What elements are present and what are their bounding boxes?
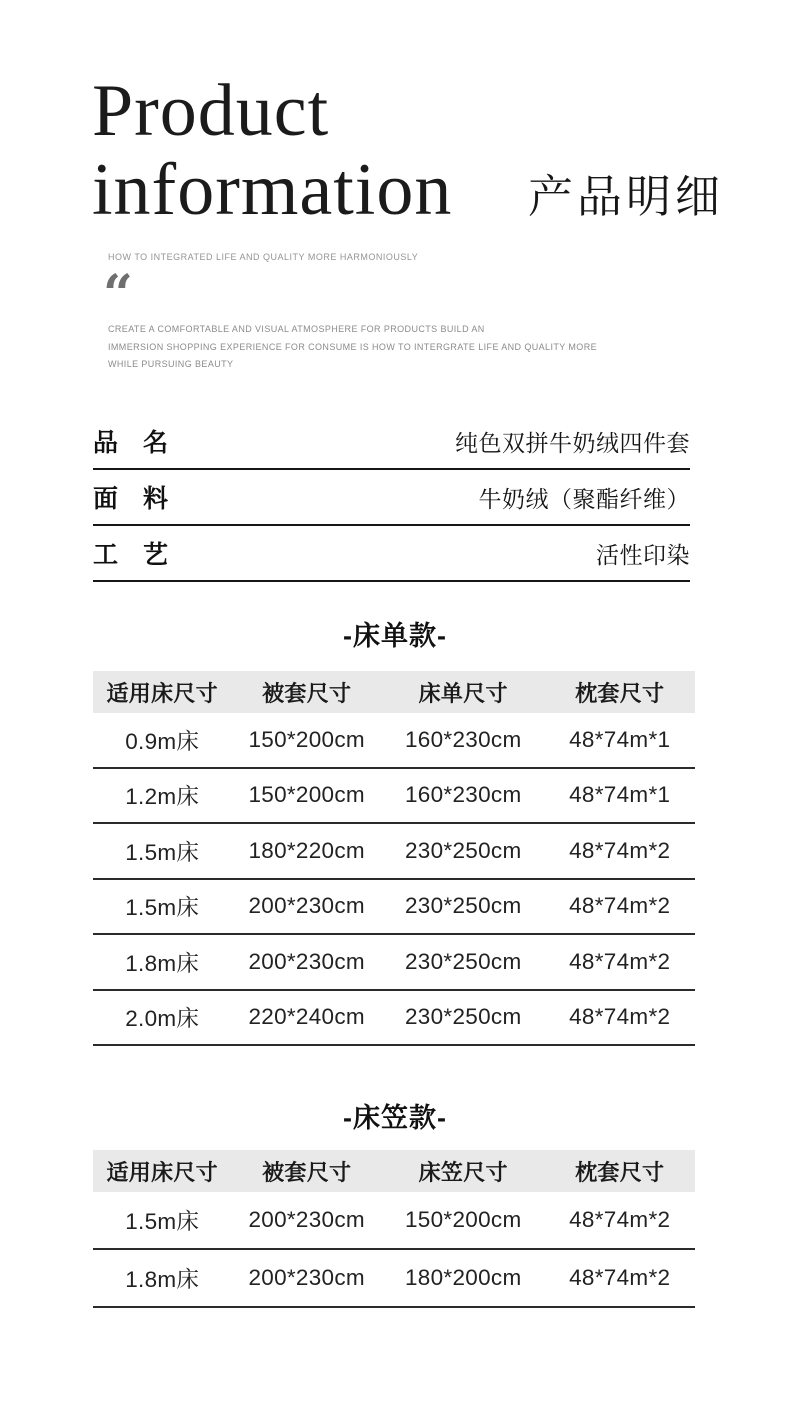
spec-value: 活性印染 [596,541,690,568]
table-cell: 1.5m床 [125,839,200,865]
table-cell: 1.2m床 [125,784,200,810]
table-cell: 150*200cm [404,1207,522,1232]
spec-row-fabric [93,470,690,526]
table-cell: 48*74m*2 [569,1004,671,1030]
spec-row-craft [93,526,690,582]
column-header: 被套尺寸 [262,1159,352,1185]
table-cell: 1.5m床 [125,1209,200,1234]
tagline-text: HOW TO INTEGRATED LIFE AND QUALITY MORE HARMONIOUSLY [108,252,419,262]
spec-value: 纯色双拼牛奶绒四件套 [455,429,690,456]
table-cell: 230*250cm [404,893,522,919]
table-row [93,1192,695,1250]
table-cell: 220*240cm [248,1004,365,1030]
table-cell: 48*74m*2 [569,1265,671,1290]
spec-row-product-name [93,414,690,470]
table-cell: 0.9m床 [125,728,200,754]
table-cell: 48*74m*1 [569,726,671,752]
quote-icon: “ [103,264,133,325]
table-header-row [93,671,695,713]
table-row [93,991,695,1047]
spec-list [93,414,690,582]
column-header: 枕套尺寸 [575,1159,665,1185]
table-cell: 48*74m*2 [569,893,671,919]
column-header: 适用床尺寸 [106,680,218,706]
table-row [93,935,695,991]
table-cell: 180*200cm [404,1265,522,1290]
table-row [93,769,695,825]
table-cell: 160*230cm [404,782,522,808]
table-cell: 48*74m*2 [569,837,671,863]
quote-line: IMMERSION SHOPPING EXPERIENCE FOR CONSUME IS HOW TO INTERGRATE LIFE AND QUALITY MORE [108,341,597,352]
table-cell: 1.8m床 [125,1267,200,1292]
quote-line: CREATE A COMFORTABLE AND VISUAL ATMOSPHERE FOR PRODUCTS BUILD AN [108,324,485,334]
section-title-sheet-style: -床单款- [343,621,447,651]
table-row [93,1250,695,1308]
table-cell: 48*74m*2 [569,1207,671,1232]
table-cell: 48*74m*1 [569,782,671,808]
table-cell: 2.0m床 [125,1006,200,1032]
table-cell: 150*200cm [248,782,365,808]
column-header: 枕套尺寸 [575,680,665,706]
table-cell: 200*230cm [248,893,365,919]
table-cell: 200*230cm [248,1265,365,1290]
column-header: 床笠尺寸 [418,1159,508,1185]
spec-label: 工 艺 [93,541,169,569]
table-cell: 200*230cm [248,948,365,974]
column-header: 床单尺寸 [418,680,508,706]
column-header: 适用床尺寸 [106,1159,218,1185]
page-title-en [92,72,452,230]
page-title-line1: Product [92,70,330,152]
quote-paragraph [108,321,597,374]
spec-value: 牛奶绒（聚酯纤维） [478,485,690,512]
size-table-fitted-style [93,1150,695,1308]
table-cell: 230*250cm [404,948,522,974]
table-cell: 1.5m床 [125,895,200,921]
spec-label: 面 料 [93,485,169,513]
column-header: 被套尺寸 [262,680,352,706]
table-cell: 230*250cm [404,1004,522,1030]
page-title-cn: 产品明细 [528,172,725,222]
page-title-line2: information [92,149,453,231]
section-title-fitted-style: -床笠款- [343,1103,447,1133]
table-row [93,824,695,880]
table-cell: 160*230cm [404,726,522,752]
table-cell: 1.8m床 [125,950,200,976]
table-cell: 48*74m*2 [569,948,671,974]
table-cell: 200*230cm [248,1207,365,1232]
table-cell: 150*200cm [248,726,365,752]
size-table-sheet-style [93,671,695,1046]
table-cell: 230*250cm [404,837,522,863]
table-header-row [93,1150,695,1192]
table-cell: 180*220cm [248,837,365,863]
table-row [93,880,695,936]
spec-label: 品 名 [93,429,169,457]
quote-line: WHILE PURSUING BEAUTY [108,359,234,369]
table-row [93,713,695,769]
